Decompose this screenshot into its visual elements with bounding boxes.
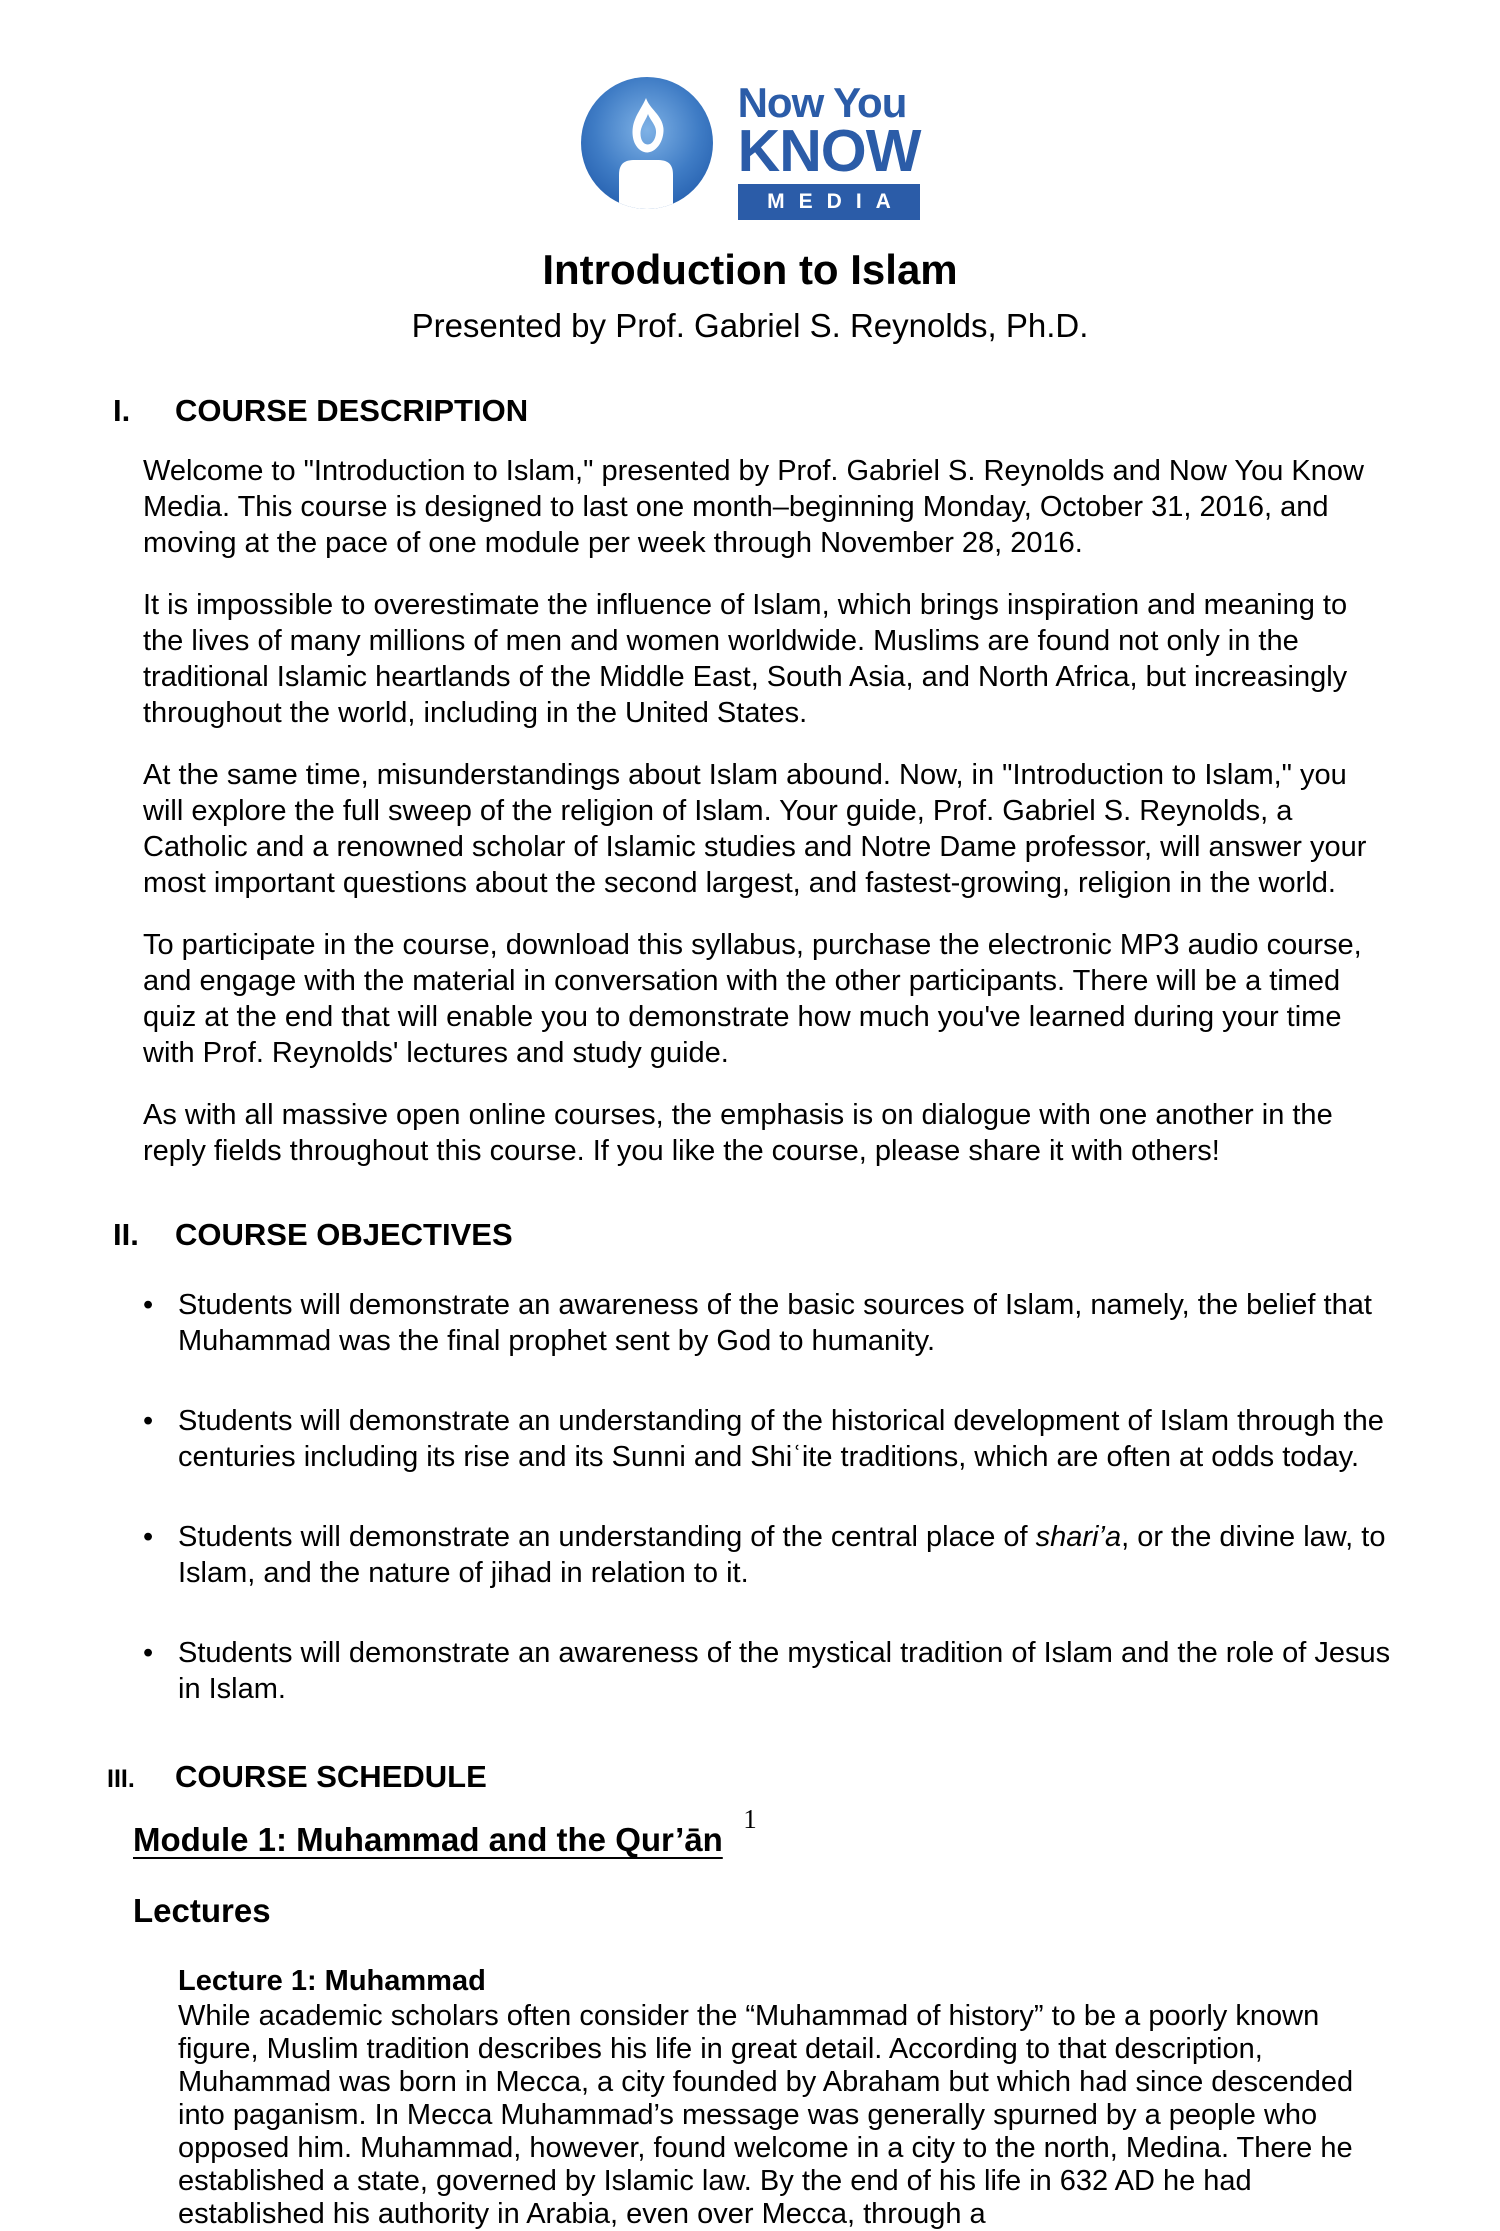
- section-title: COURSE SCHEDULE: [175, 1759, 487, 1795]
- bullet-icon: •: [143, 1637, 154, 1670]
- objective-item: [143, 1287, 1395, 1359]
- bullet-icon: •: [143, 1405, 154, 1438]
- section-numeral: I.: [113, 393, 131, 429]
- logo-wordmark: [738, 76, 921, 220]
- description-paragraph: At the same time, misunderstandings about Islam abound. Now, in "Introduction to Islam," you will explore the full sweep of the religion of Islam. Your guide, Prof. Gabriel S. Reynolds, a Catholic and a renowned scholar of Islamic studies and Notre Dame professor, will answer your most important questions about the second largest, and fastest-growing, religion in the world.: [143, 759, 1367, 900]
- section-course-description: [0, 393, 1500, 1169]
- section-numeral: II.: [113, 1217, 139, 1253]
- masthead: [0, 0, 1500, 345]
- description-paragraph: It is impossible to overestimate the influence of Islam, which brings inspiration and meaning to the lives of many millions of men and women worldwide. Muslims are found not only in the traditional Islamic heartlands of the Middle East, South Asia, and North Africa, but increasingly throughout the world, including in the United States.: [143, 589, 1348, 730]
- objective-item: [143, 1403, 1395, 1475]
- course-title: Introduction to Islam: [542, 246, 958, 294]
- module-1-heading: Module 1: Muhammad and the Qur’ān: [133, 1821, 723, 1859]
- bullet-icon: •: [143, 1289, 154, 1322]
- section-numeral: III.: [107, 1765, 135, 1794]
- section-heading: [113, 393, 1500, 429]
- objectives-list: [143, 1287, 1395, 1707]
- description-paragraph: As with all massive open online courses, the emphasis is on dialogue with one another in the reply fields throughout this course. If you like the course, please share it with others!: [143, 1099, 1333, 1168]
- logo-line-now-you: Now You: [737, 79, 907, 126]
- now-you-know-media-logo: [580, 76, 921, 220]
- logo-line-know: KNOW: [737, 118, 921, 184]
- objective-text: Students will demonstrate an understanding of the historical development of Islam through the centuries including its rise and its Sunni and Shiʿite traditions, which are often at odds today.: [178, 1405, 1384, 1474]
- objective-text: Students will demonstrate an awareness of the mystical tradition of Islam and the role of Jesus in Islam.: [178, 1637, 1391, 1706]
- bullet-icon: •: [143, 1521, 154, 1554]
- section-heading: [113, 1217, 1500, 1253]
- course-subtitle: Presented by Prof. Gabriel S. Reynolds, Ph.D.: [411, 307, 1089, 345]
- section-course-objectives: [0, 1217, 1500, 1707]
- logo-media-bar: MEDIA: [738, 184, 921, 220]
- objective-item: [143, 1635, 1395, 1707]
- description-paragraph: Welcome to "Introduction to Islam," presented by Prof. Gabriel S. Reynolds and Now You Know Media. This course is designed to last one month–beginning Monday, October 31, 2016, and moving at the pace of one module per week through November 28, 2016.: [143, 455, 1364, 560]
- lecture-1-description: While academic scholars often consider the “Muhammad of history” to be a poorly known figure, Muslim tradition describes his life in great detail. According to that description, Muhammad was born in Mecca, a city founded by Abraham but which had since descended into paganism. In Mecca Muhammad’s message was generally spurned by a people who opposed him. Muhammad, however, found welcome in a city to the north, Medina. There he established a state, governed by Islamic law. By the end of his life in 632 AD he had established his authority in Arabia, even over Mecca, through a: [178, 2000, 1354, 2231]
- lecture-1-title: Lecture 1: Muhammad: [178, 1965, 486, 1998]
- objective-text: Students will demonstrate an understanding of the central place of shari’a, or the divine law, to Islam, and the nature of jihad in relation to it.: [178, 1521, 1386, 1590]
- candle-icon: [580, 76, 714, 210]
- objective-text: Students will demonstrate an awareness of the basic sources of Islam, namely, the belief that Muhammad was the final prophet sent by God to humanity.: [178, 1289, 1372, 1358]
- description-paragraph: To participate in the course, download this syllabus, purchase the electronic MP3 audio course, and engage with the material in conversation with the other participants. There will be a timed quiz at the end that will enable you to demonstrate how much you've learned during your time with Prof. Reynolds' lectures and study guide.: [143, 929, 1362, 1070]
- objective-item: [143, 1519, 1395, 1591]
- lectures-heading: Lectures: [133, 1892, 271, 1930]
- section-heading: [107, 1759, 1500, 1795]
- section-title: COURSE DESCRIPTION: [175, 393, 529, 429]
- section-title: COURSE OBJECTIVES: [175, 1217, 513, 1253]
- page-number: 1: [743, 1804, 757, 1834]
